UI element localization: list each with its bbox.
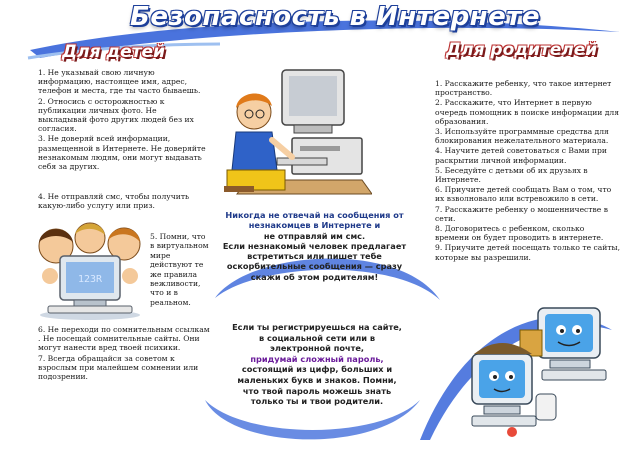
kids-heading: Для детей xyxy=(62,42,165,62)
list-item: 4. Не отправляй смс, чтобы получить какую-либо услугу или приз. xyxy=(38,192,190,211)
password-advice xyxy=(232,322,402,407)
list-item: 4. Научите детей советоваться с Вами при раскрытии личной информации. xyxy=(435,146,607,165)
password-highlight: придумай сложный пароль, xyxy=(250,353,384,364)
computer-characters-illustration xyxy=(450,302,630,447)
warning-line: не отправляй им смс. xyxy=(263,230,366,241)
list-item: 1. Не указывай свою личную информацию, настоящее имя, адрес, телефон и места, где ты часто бываешь. xyxy=(38,68,201,96)
screen-text: 123R xyxy=(77,274,103,285)
kids-list xyxy=(38,68,206,172)
list-item: 9. Приучите детей посещать только те сайты, которые вы разрешили. xyxy=(435,243,620,262)
list-item: 6. Приучите детей сообщать Вам о том, что их взволновало или встревожило в сети. xyxy=(435,185,612,204)
parents-heading: Для родителей xyxy=(446,40,598,60)
list-item: 1. Расскажите ребенку, что такое интернет пространство. xyxy=(435,79,612,98)
password-details: состоящий из цифр, больших и маленьких букв и знаков. Помни, что твой пароль можешь знать только ты и твои родители. xyxy=(237,364,397,407)
list-item: 3. Используйте программные средства для блокирования нежелательного материала. xyxy=(435,127,609,146)
list-item: 8. Договоритесь с ребенком, сколько времени он будет проводить в интернете. xyxy=(435,224,604,243)
warning-line: Если незнакомый человек предлагает встретиться или пишет тебе оскорбительные сообщения — сразу скажи об этом родителям! xyxy=(222,240,407,282)
list-item: 3. Не доверяй всей информации, размещенной в Интернете. Не доверяйте незнакомым людям, они могут выдавать себя за других. xyxy=(38,134,206,172)
list-item: 5. Беседуйте с детьми об их друзьях в Интернете. xyxy=(435,165,588,185)
list-item: 2. Расскажите, что Интернет в первую очередь помощник в поиске информации для образования. xyxy=(435,98,620,126)
list-item: 5. Помни, что в виртуальном мире действуют те же правила вежливости, что и в реальном. xyxy=(150,232,209,307)
list-item: 6. Не переходи по сомнительным ссылкам . Не посещай сомнительные сайты. Они могут нанести вред твоей психики. xyxy=(38,325,210,353)
list-item: 7. Расскажите ребенку о мошенничестве в сети. xyxy=(435,204,608,223)
warning-message xyxy=(222,210,407,282)
warning-headline: Никогда не отвечай на сообщения от незнакомцев в Интернете и xyxy=(225,210,404,231)
list-item: 7. Всегда обращайся за советом к взрослым при малейшем сомнении или подозрении. xyxy=(38,353,199,382)
boy-at-computer-illustration xyxy=(222,62,372,202)
kids-computer-illustration xyxy=(34,220,146,320)
kids-list-lower xyxy=(38,325,210,382)
parents-list xyxy=(435,79,620,263)
password-intro: Если ты регистрируешься на сайте, в социальной сети или в электронной почте, xyxy=(232,322,402,354)
page-title: Безопасность в Интернете xyxy=(130,2,540,32)
list-item: 2. Относись с осторожностью к публикации личных фото. Не выкладывай фото других людей без их согласия. xyxy=(38,96,194,134)
